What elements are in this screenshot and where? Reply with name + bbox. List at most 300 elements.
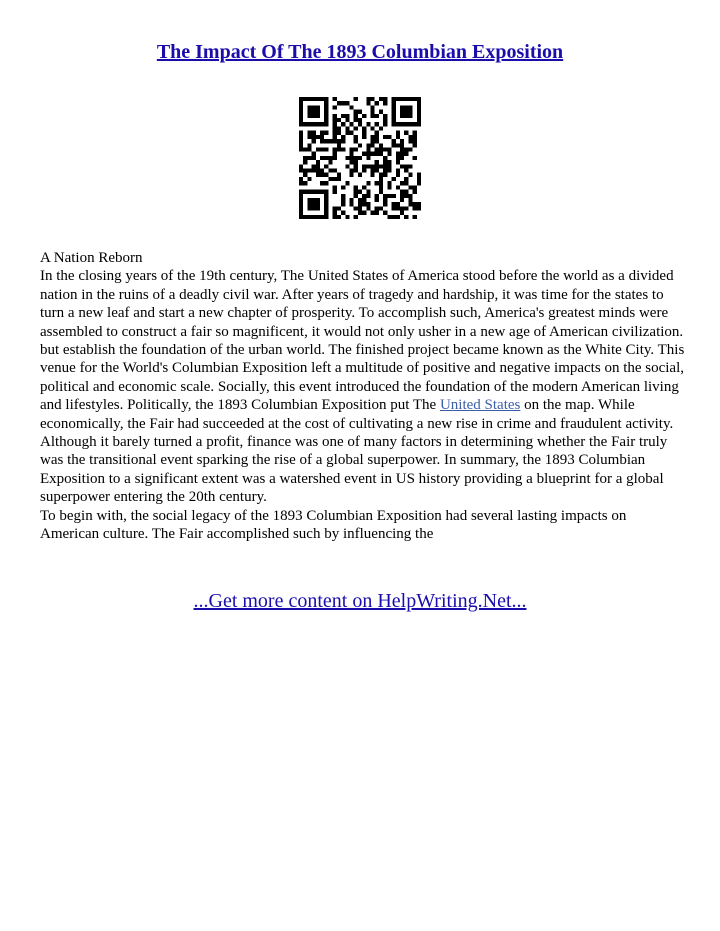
qr-module xyxy=(303,169,307,173)
qr-module xyxy=(307,202,311,206)
qr-module xyxy=(371,139,375,143)
qr-module xyxy=(303,190,307,194)
qr-module xyxy=(354,206,358,210)
qr-module xyxy=(375,206,379,210)
qr-module xyxy=(345,215,349,219)
qr-module xyxy=(337,126,341,130)
qr-module xyxy=(417,177,421,181)
qr-module xyxy=(366,164,370,168)
qr-module xyxy=(345,118,349,122)
qr-module xyxy=(383,194,387,198)
qr-module xyxy=(375,152,379,156)
qr-module xyxy=(400,147,404,151)
qr-module xyxy=(349,198,353,202)
qr-module xyxy=(371,126,375,130)
qr-module xyxy=(375,139,379,143)
qr-module xyxy=(371,173,375,177)
qr-module xyxy=(366,152,370,156)
qr-module xyxy=(387,169,391,173)
qr-module xyxy=(328,156,332,160)
qr-module xyxy=(362,202,366,206)
qr-module xyxy=(375,181,379,185)
qr-module xyxy=(396,135,400,139)
qr-module xyxy=(408,114,412,118)
qr-module xyxy=(417,173,421,177)
qr-module xyxy=(366,190,370,194)
qr-module xyxy=(324,101,328,105)
qr-module xyxy=(408,194,412,198)
qr-module xyxy=(408,164,412,168)
qr-module xyxy=(337,118,341,122)
qr-module xyxy=(375,114,379,118)
qr-module xyxy=(303,215,307,219)
qr-module xyxy=(337,215,341,219)
qr-module xyxy=(354,164,358,168)
title-link[interactable]: The Impact Of The 1893 Columbian Exposition xyxy=(156,41,564,63)
qr-module xyxy=(379,173,383,177)
qr-module xyxy=(341,139,345,143)
qr-module xyxy=(312,110,316,114)
qr-module xyxy=(307,110,311,114)
qr-module xyxy=(320,156,324,160)
qr-module xyxy=(324,118,328,122)
qr-module xyxy=(366,147,370,151)
qr-module xyxy=(404,194,408,198)
more-content-link[interactable]: ...Get more content on HelpWriting.Net... xyxy=(193,590,527,612)
qr-module xyxy=(417,105,421,109)
qr-module xyxy=(400,190,404,194)
united-states-link[interactable]: United States xyxy=(439,397,521,414)
qr-module xyxy=(417,181,421,185)
qr-module xyxy=(404,97,408,101)
qr-module xyxy=(362,131,366,135)
qr-module xyxy=(303,160,307,164)
qr-module xyxy=(366,202,370,206)
qr-module xyxy=(316,173,320,177)
qr-module xyxy=(387,194,391,198)
qr-module xyxy=(358,202,362,206)
qr-module xyxy=(333,190,337,194)
qr-module xyxy=(400,139,404,143)
qr-module xyxy=(387,152,391,156)
qr-module xyxy=(396,156,400,160)
qr-module xyxy=(333,147,337,151)
qr-module xyxy=(396,143,400,147)
qr-module xyxy=(358,206,362,210)
qr-module xyxy=(324,211,328,215)
qr-module xyxy=(299,211,303,215)
qr-module xyxy=(303,156,307,160)
qr-module xyxy=(312,122,316,126)
qr-module xyxy=(307,169,311,173)
qr-module xyxy=(396,131,400,135)
qr-module xyxy=(392,105,396,109)
qr-module xyxy=(299,110,303,114)
qr-module xyxy=(396,122,400,126)
qr-module xyxy=(392,114,396,118)
qr-module xyxy=(320,147,324,151)
qr-module xyxy=(354,147,358,151)
qr-module xyxy=(324,206,328,210)
qr-module xyxy=(337,139,341,143)
qr-module xyxy=(299,198,303,202)
qr-module xyxy=(400,97,404,101)
qr-module xyxy=(375,169,379,173)
qr-module xyxy=(383,160,387,164)
qr-module xyxy=(307,114,311,118)
qr-module xyxy=(404,181,408,185)
qr-module xyxy=(316,122,320,126)
qr-module xyxy=(345,101,349,105)
qr-module xyxy=(387,185,391,189)
qr-module xyxy=(366,101,370,105)
paragraph-1-text-b: on the map. While economically, the Fair had succeeded at the cost of cultivating a new rise in crime and fraudulent activity. Although it barely turned a profit, finance was one of many factors in determining whether the Fair truly was the transitional event sparking the rise of a global superpower. In summary, the 1893 Columbian Exposition to a significant extent was a watershed event in US history providing a blueprint for a global superpower entering the 20th century. xyxy=(40,397,674,506)
qr-module xyxy=(316,135,320,139)
qr-module xyxy=(307,105,311,109)
qr-module xyxy=(333,122,337,126)
qr-module xyxy=(358,118,362,122)
qr-module xyxy=(316,198,320,202)
qr-module xyxy=(316,215,320,219)
qr-module xyxy=(333,105,337,109)
qr-module xyxy=(362,211,366,215)
qr-module xyxy=(299,105,303,109)
qr-module xyxy=(375,160,379,164)
qr-module xyxy=(392,206,396,210)
qr-module xyxy=(307,147,311,151)
qr-module xyxy=(299,114,303,118)
qr-module xyxy=(383,101,387,105)
qr-module xyxy=(392,202,396,206)
qr-module xyxy=(312,164,316,168)
more-content-container xyxy=(0,587,720,615)
qr-module xyxy=(333,126,337,130)
qr-module xyxy=(392,194,396,198)
qr-module xyxy=(417,122,421,126)
qr-module xyxy=(371,114,375,118)
qr-module xyxy=(417,114,421,118)
qr-module xyxy=(303,173,307,177)
qr-module xyxy=(354,194,358,198)
qr-module xyxy=(379,177,383,181)
qr-code-image xyxy=(299,97,421,219)
qr-module xyxy=(408,110,412,114)
qr-module xyxy=(303,122,307,126)
qr-module xyxy=(345,114,349,118)
qr-module xyxy=(387,181,391,185)
qr-module xyxy=(333,156,337,160)
qr-module xyxy=(404,122,408,126)
qr-module xyxy=(383,147,387,151)
qr-module xyxy=(341,198,345,202)
qr-module xyxy=(392,97,396,101)
qr-module xyxy=(362,198,366,202)
qr-module xyxy=(375,131,379,135)
qr-module xyxy=(316,97,320,101)
qr-module xyxy=(349,169,353,173)
qr-module xyxy=(299,169,303,173)
qr-module xyxy=(312,198,316,202)
qr-module xyxy=(307,122,311,126)
qr-module xyxy=(371,211,375,215)
qr-module xyxy=(354,185,358,189)
qr-module xyxy=(307,97,311,101)
qr-module xyxy=(358,190,362,194)
qr-module xyxy=(387,147,391,151)
qr-module xyxy=(396,206,400,210)
qr-module xyxy=(320,131,324,135)
qr-module xyxy=(383,135,387,139)
qr-module xyxy=(341,114,345,118)
qr-module xyxy=(371,164,375,168)
qr-module xyxy=(387,215,391,219)
qr-module xyxy=(358,143,362,147)
qr-module xyxy=(341,147,345,151)
qr-module xyxy=(349,202,353,206)
qr-module xyxy=(408,139,412,143)
qr-module xyxy=(379,143,383,147)
qr-module xyxy=(400,194,404,198)
qr-module xyxy=(396,173,400,177)
qr-module xyxy=(371,152,375,156)
qr-module xyxy=(362,135,366,139)
qr-module xyxy=(320,122,324,126)
qr-module xyxy=(362,185,366,189)
qr-module xyxy=(299,181,303,185)
qr-module xyxy=(299,135,303,139)
qr-module xyxy=(408,97,412,101)
qr-module xyxy=(324,114,328,118)
qr-module xyxy=(379,185,383,189)
qr-module xyxy=(299,122,303,126)
qr-module xyxy=(396,169,400,173)
qr-module xyxy=(333,97,337,101)
qr-module xyxy=(413,185,417,189)
qr-module xyxy=(312,156,316,160)
qr-module xyxy=(383,169,387,173)
qr-module xyxy=(312,131,316,135)
qr-module xyxy=(392,101,396,105)
qr-module xyxy=(362,164,366,168)
qr-module xyxy=(371,97,375,101)
qr-module xyxy=(316,105,320,109)
qr-module xyxy=(366,156,370,160)
qr-module xyxy=(299,143,303,147)
qr-module xyxy=(303,181,307,185)
qr-module xyxy=(358,156,362,160)
qr-module xyxy=(316,114,320,118)
qr-module xyxy=(337,143,341,147)
qr-module xyxy=(371,110,375,114)
qr-module xyxy=(337,147,341,151)
qr-module xyxy=(324,156,328,160)
qr-module xyxy=(307,143,311,147)
qr-module xyxy=(303,147,307,151)
qr-module xyxy=(404,105,408,109)
qr-module xyxy=(299,101,303,105)
qr-module xyxy=(299,164,303,168)
qr-module xyxy=(333,135,337,139)
qr-module xyxy=(316,110,320,114)
qr-module xyxy=(400,152,404,156)
qr-module xyxy=(358,122,362,126)
qr-module xyxy=(303,97,307,101)
qr-module xyxy=(362,152,366,156)
qr-module xyxy=(417,110,421,114)
qr-module xyxy=(354,118,358,122)
qr-module xyxy=(354,156,358,160)
qr-module xyxy=(312,202,316,206)
qr-module xyxy=(320,173,324,177)
qr-module xyxy=(404,147,408,151)
qr-module xyxy=(341,101,345,105)
qr-module xyxy=(392,139,396,143)
qr-module xyxy=(375,135,379,139)
qr-module xyxy=(375,211,379,215)
qr-module xyxy=(404,190,408,194)
qr-module xyxy=(354,160,358,164)
qr-module xyxy=(324,173,328,177)
qr-module xyxy=(324,131,328,135)
qr-module xyxy=(366,122,370,126)
qr-module xyxy=(408,105,412,109)
qr-module xyxy=(417,202,421,206)
qr-module xyxy=(371,143,375,147)
qr-module xyxy=(404,215,408,219)
qr-module xyxy=(413,97,417,101)
qr-module xyxy=(404,110,408,114)
qr-module xyxy=(345,156,349,160)
qr-module xyxy=(413,215,417,219)
article-paragraph-2: To begin with, the social legacy of the 1893 Columbian Exposition had several lasting impacts on American culture. The Fair accomplished such by influencing the xyxy=(40,507,627,543)
qr-module xyxy=(333,169,337,173)
qr-module xyxy=(328,139,332,143)
qr-module xyxy=(316,202,320,206)
qr-module xyxy=(320,190,324,194)
article-body xyxy=(40,249,688,544)
qr-module xyxy=(404,206,408,210)
qr-module xyxy=(358,110,362,114)
qr-module xyxy=(392,215,396,219)
qr-module xyxy=(362,126,366,130)
qr-module xyxy=(324,147,328,151)
qr-module xyxy=(413,139,417,143)
qr-module xyxy=(328,177,332,181)
qr-module xyxy=(366,181,370,185)
qr-module xyxy=(400,211,404,215)
qr-module xyxy=(324,181,328,185)
qr-module xyxy=(349,173,353,177)
qr-module xyxy=(358,173,362,177)
qr-module xyxy=(316,147,320,151)
qr-module xyxy=(341,194,345,198)
qr-module xyxy=(333,215,337,219)
qr-module xyxy=(337,131,341,135)
qr-module xyxy=(375,194,379,198)
qr-module xyxy=(324,164,328,168)
qr-module xyxy=(383,122,387,126)
qr-module xyxy=(354,169,358,173)
qr-module xyxy=(345,181,349,185)
qr-module xyxy=(324,122,328,126)
qr-module xyxy=(413,206,417,210)
qr-module xyxy=(324,139,328,143)
qr-module xyxy=(324,202,328,206)
qr-module xyxy=(379,110,383,114)
qr-module xyxy=(299,190,303,194)
qr-module xyxy=(404,169,408,173)
qr-module xyxy=(408,173,412,177)
qr-module xyxy=(417,118,421,122)
qr-module xyxy=(417,101,421,105)
qr-module xyxy=(358,198,362,202)
qr-module xyxy=(316,169,320,173)
qr-module xyxy=(400,105,404,109)
qr-module xyxy=(307,131,311,135)
qr-code-icon xyxy=(299,97,421,219)
qr-module xyxy=(341,135,345,139)
qr-module xyxy=(320,97,324,101)
qr-module xyxy=(349,147,353,151)
qr-module xyxy=(324,97,328,101)
qr-module xyxy=(413,122,417,126)
qr-module xyxy=(349,122,353,126)
qr-module xyxy=(392,118,396,122)
qr-module xyxy=(307,135,311,139)
qr-module xyxy=(345,131,349,135)
qr-module xyxy=(366,206,370,210)
qr-module xyxy=(379,126,383,130)
qr-module xyxy=(366,194,370,198)
qr-module xyxy=(379,147,383,151)
qr-module xyxy=(396,185,400,189)
qr-module xyxy=(307,190,311,194)
qr-module xyxy=(349,105,353,109)
qr-module xyxy=(387,135,391,139)
qr-module xyxy=(375,101,379,105)
qr-module xyxy=(371,169,375,173)
qr-module xyxy=(324,105,328,109)
paragraph-1-text-a: In the closing years of the 19th century, The United States of America stood before the world as a divided nation in the ruins of a deadly civil war. After years of tragedy and hardship, it was time for the states to turn a new leaf and start a new chapter of prosperity. To accomplish such, America's greatest minds were assembled to construct a fair so magnificent, it would not only usher in a new age of American civilization. but establish the foundation of the urban world. The finished project became known as the White City. This venue for the World's Columbian Exposition left a multitude of positive and negative impacts on the social, political and economic scale. Socially, this event introduced the foundation of the modern American living and lifestyles. Politically, the 1893 Columbian Exposition put The xyxy=(40,268,685,414)
qr-module xyxy=(413,131,417,135)
qr-module xyxy=(354,114,358,118)
qr-module xyxy=(324,215,328,219)
qr-module xyxy=(333,118,337,122)
qr-module xyxy=(392,177,396,181)
qr-module xyxy=(299,194,303,198)
qr-module xyxy=(417,206,421,210)
qr-module xyxy=(324,198,328,202)
qr-module xyxy=(299,206,303,210)
qr-module xyxy=(383,211,387,215)
qr-module xyxy=(396,160,400,164)
qr-module xyxy=(333,131,337,135)
qr-module xyxy=(299,202,303,206)
qr-module xyxy=(299,139,303,143)
qr-module xyxy=(396,215,400,219)
qr-module xyxy=(333,139,337,143)
qr-module xyxy=(379,190,383,194)
qr-module xyxy=(366,143,370,147)
qr-module xyxy=(408,122,412,126)
qr-module xyxy=(413,135,417,139)
qr-module xyxy=(312,97,316,101)
qr-module xyxy=(400,122,404,126)
qr-module xyxy=(354,139,358,143)
qr-module xyxy=(383,202,387,206)
qr-module xyxy=(312,114,316,118)
qr-module xyxy=(312,215,316,219)
